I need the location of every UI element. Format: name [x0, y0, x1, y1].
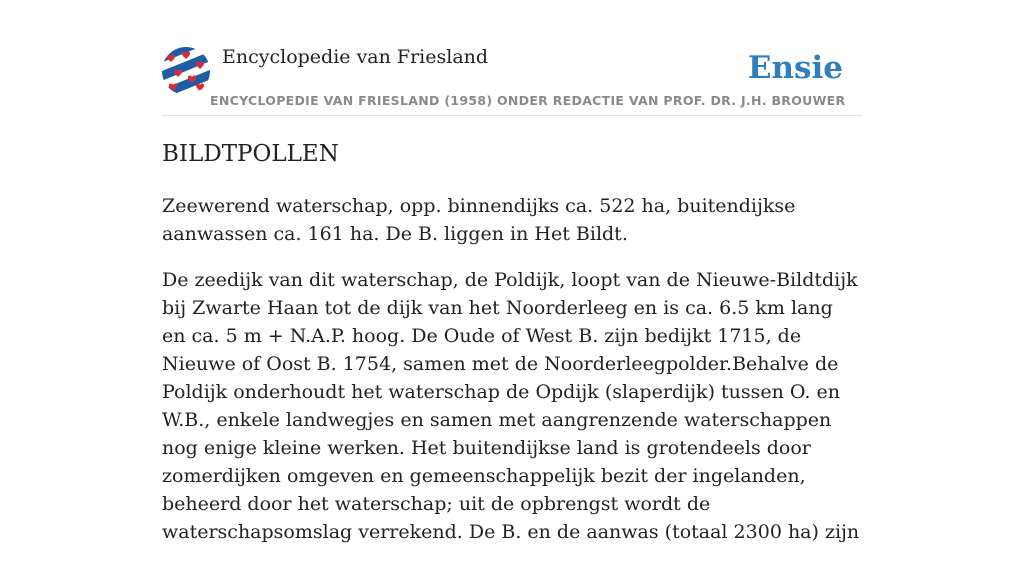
entry-content [162, 138, 862, 564]
frisian-flag-icon[interactable] [162, 47, 210, 95]
header-divider [162, 115, 862, 116]
entry-paragraph: De zeedijk van dit waterschap, de Poldijk, loopt van de Nieuwe-Bildtdijk bij Zwarte Haan tot de dijk van het Noorderleeg en is ca. 6.5 km lang en ca. 5 m + N.A.P. hoog. De Oude of West B. zijn bedijkt 1715, de Nieuwe of Oost B. 1754, samen met de Noorderleegpolder.Behalve de Poldijk onderhoudt het waterschap de Opdijk (slaperdijk) tussen O. en W.B., enkele landwegjes en samen met aangrenzende waterschappen nog enige kleine werken. Het buitendijkse land is grotendeels door zomerdijken omgeven en gemeenschappelijk bezit der ingelanden, beheerd door het waterschap; uit de opbrengst wordt de waterschapsomslag verrekend. De B. en de aanwas (totaal 2300 ha) zijn [162, 269, 860, 543]
site-title[interactable]: Encyclopedie van Friesland [222, 46, 489, 68]
entry-paragraph: Zeewerend waterschap, opp. binnendijks ca. 522 ha, buitendijkse aanwassen ca. 161 ha. De B. liggen in Het Bildt. [162, 195, 796, 245]
entry-title: BILDTPOLLEN [162, 141, 339, 167]
site-header [162, 46, 862, 116]
brand-logo[interactable]: Ensie [747, 50, 843, 86]
site-subtitle: ENCYCLOPEDIE VAN FRIESLAND (1958) ONDER REDACTIE VAN PROF. DR. J.H. BROUWER [210, 93, 846, 108]
